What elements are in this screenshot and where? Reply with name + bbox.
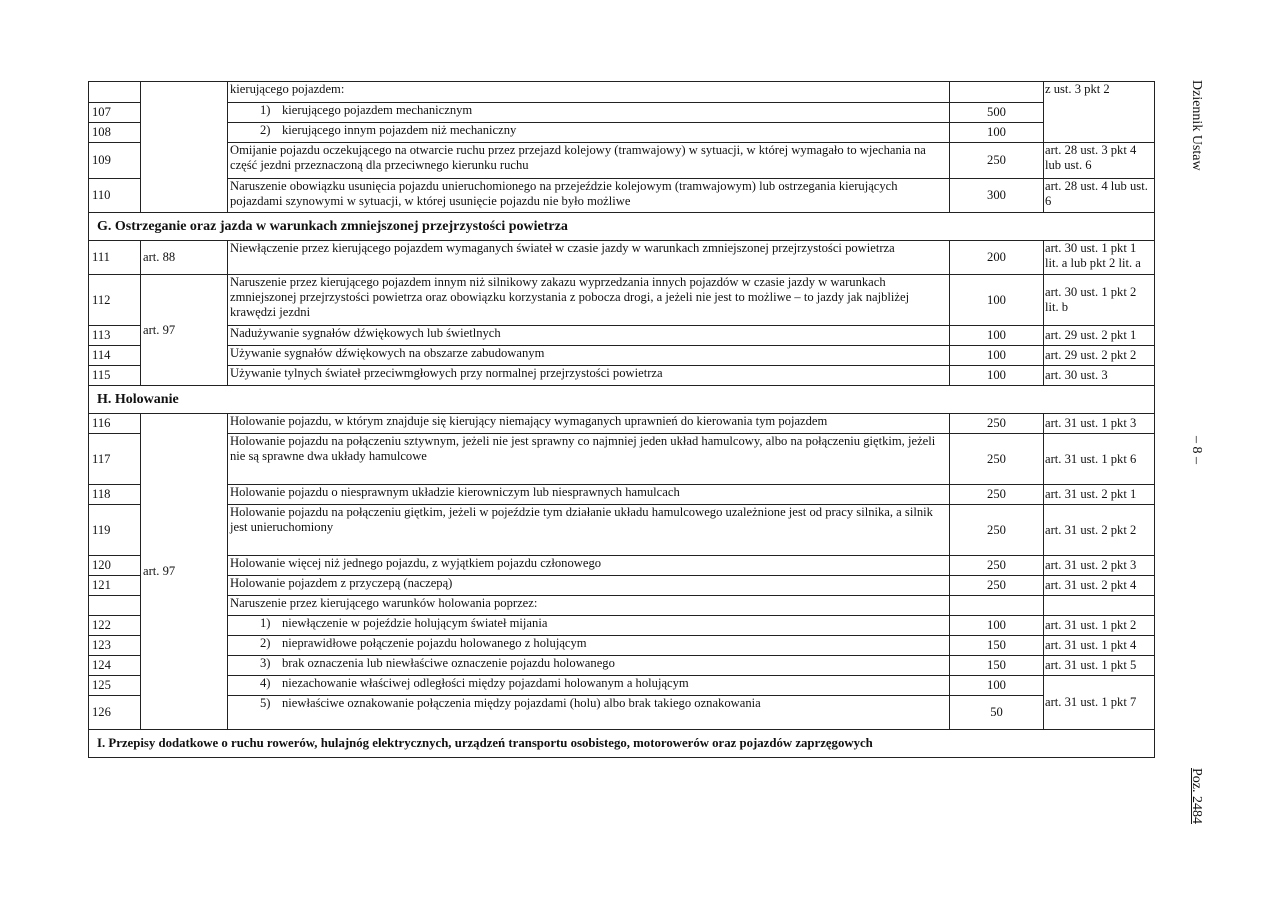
fine-amount: 250 bbox=[950, 434, 1044, 485]
position-number: Poz. 2484 bbox=[1189, 768, 1204, 824]
legal-reference: art. 31 ust. 1 pkt 7 bbox=[1044, 676, 1155, 730]
fine-amount: 150 bbox=[950, 656, 1044, 676]
legal-reference: art. 31 ust. 2 pkt 1 bbox=[1044, 485, 1155, 505]
row-number: 118 bbox=[89, 485, 141, 505]
fine-amount: 250 bbox=[950, 505, 1044, 556]
section-g-heading: G. Ostrzeganie oraz jazda w warunkach zmniejszonej przejrzystości powietrza bbox=[89, 213, 1155, 241]
row-description: Naruszenie przez kierującego warunków holowania poprzez: bbox=[228, 596, 950, 616]
fine-amount: 250 bbox=[950, 143, 1044, 179]
article-cell: art. 97 bbox=[141, 414, 228, 730]
penalty-table bbox=[88, 81, 1155, 758]
item-text: niewłączenie w pojeździe holującym świateł mijania bbox=[282, 616, 548, 630]
item-marker: 1) bbox=[260, 103, 271, 117]
row-number: 114 bbox=[89, 346, 141, 366]
legal-reference: art. 31 ust. 1 pkt 2 bbox=[1044, 616, 1155, 636]
table-row bbox=[89, 82, 1155, 103]
fine-amount: 100 bbox=[950, 346, 1044, 366]
row-description: Holowanie pojazdu, w którym znajduje się kierujący niemający wymaganych uprawnień do kierowania tym pojazdem bbox=[228, 414, 950, 434]
row-number: 109 bbox=[89, 143, 141, 179]
row-description bbox=[228, 696, 950, 730]
section-i-heading: I. Przepisy dodatkowe o ruchu rowerów, hulajnóg elektrycznych, urządzeń transportu osobistego, motorowerów oraz pojazdów zaprzęgowych bbox=[89, 730, 1155, 758]
row-number: 125 bbox=[89, 676, 141, 696]
fine-amount: 250 bbox=[950, 485, 1044, 505]
table-row bbox=[89, 636, 1155, 656]
row-description: Holowanie pojazdu na połączeniu giętkim, jeżeli w pojeździe tym działanie układu hamulcowego uzależnione jest od pracy silnika, a silnik jest unieruchomiony bbox=[228, 505, 950, 556]
table-row bbox=[89, 485, 1155, 505]
legal-reference: z ust. 3 pkt 2 bbox=[1044, 82, 1155, 143]
fine-amount bbox=[950, 596, 1044, 616]
legal-reference: art. 31 ust. 2 pkt 4 bbox=[1044, 576, 1155, 596]
row-number: 107 bbox=[89, 103, 141, 123]
table-row bbox=[89, 366, 1155, 386]
row-number bbox=[89, 82, 141, 103]
table-row bbox=[89, 434, 1155, 485]
row-number: 121 bbox=[89, 576, 141, 596]
table-row bbox=[89, 596, 1155, 616]
item-marker: 2) bbox=[260, 636, 271, 650]
row-description bbox=[228, 656, 950, 676]
row-description: kierującego pojazdem: bbox=[228, 82, 950, 103]
fine-amount: 150 bbox=[950, 636, 1044, 656]
row-description bbox=[228, 103, 950, 123]
table-row bbox=[89, 505, 1155, 556]
fine-amount: 300 bbox=[950, 179, 1044, 213]
item-marker: 2) bbox=[260, 123, 271, 137]
row-number: 124 bbox=[89, 656, 141, 676]
fine-amount: 200 bbox=[950, 241, 1044, 275]
row-description: Holowanie pojazdu o niesprawnym układzie kierowniczym lub niesprawnych hamulcach bbox=[228, 485, 950, 505]
item-marker: 5) bbox=[260, 696, 271, 710]
legal-reference: art. 28 ust. 3 pkt 4 lub ust. 6 bbox=[1044, 143, 1155, 179]
row-number: 108 bbox=[89, 123, 141, 143]
legal-reference: art. 28 ust. 4 lub ust. 6 bbox=[1044, 179, 1155, 213]
table-row bbox=[89, 275, 1155, 326]
row-number bbox=[89, 596, 141, 616]
legal-reference: art. 31 ust. 2 pkt 2 bbox=[1044, 505, 1155, 556]
row-description: Używanie sygnałów dźwiękowych na obszarze zabudowanym bbox=[228, 346, 950, 366]
table-row bbox=[89, 616, 1155, 636]
item-marker: 1) bbox=[260, 616, 271, 630]
row-description: Nadużywanie sygnałów dźwiękowych lub świetlnych bbox=[228, 326, 950, 346]
row-number: 119 bbox=[89, 505, 141, 556]
row-description: Naruszenie przez kierującego pojazdem innym niż silnikowy zakazu wyprzedzania innych pojazdów w czasie jazdy w warunkach zmniejszonej przejrzystości powietrza oraz obowiązku korzystania z pobocza drogi, a jeżeli nie jest to możliwe – to jazdy jak najbliżej krawędzi jezdni bbox=[228, 275, 950, 326]
table-row bbox=[89, 696, 1155, 730]
item-text: brak oznaczenia lub niewłaściwe oznaczenie pojazdu holowanego bbox=[282, 656, 615, 670]
row-description: Naruszenie obowiązku usunięcia pojazdu unieruchomionego na przejeździe kolejowym (tramwajowym) lub ostrzegania kierujących pojazdami szynowymi w sytuacji, w której usunięcie pojazdu nie było możliwe bbox=[228, 179, 950, 213]
fine-amount: 250 bbox=[950, 576, 1044, 596]
section-heading-row bbox=[89, 213, 1155, 241]
fine-amount: 500 bbox=[950, 103, 1044, 123]
article-cell: art. 88 bbox=[141, 241, 228, 275]
row-description bbox=[228, 616, 950, 636]
page-number: – 8 – bbox=[1189, 436, 1204, 464]
table-row bbox=[89, 143, 1155, 179]
row-description: Holowanie pojazdem z przyczepą (naczepą) bbox=[228, 576, 950, 596]
legal-reference: art. 30 ust. 1 pkt 1 lit. a lub pkt 2 lit. a bbox=[1044, 241, 1155, 275]
item-text: niezachowanie właściwej odległości między pojazdami holowanym a holującym bbox=[282, 676, 689, 690]
table-row bbox=[89, 103, 1155, 123]
table-row bbox=[89, 123, 1155, 143]
article-cell bbox=[141, 82, 228, 213]
fine-amount: 100 bbox=[950, 676, 1044, 696]
legal-reference: art. 31 ust. 2 pkt 3 bbox=[1044, 556, 1155, 576]
table-row bbox=[89, 676, 1155, 696]
section-heading-row bbox=[89, 386, 1155, 414]
legal-reference: art. 29 ust. 2 pkt 2 bbox=[1044, 346, 1155, 366]
row-number: 120 bbox=[89, 556, 141, 576]
fine-amount: 250 bbox=[950, 556, 1044, 576]
row-number: 113 bbox=[89, 326, 141, 346]
row-number: 122 bbox=[89, 616, 141, 636]
table-row bbox=[89, 346, 1155, 366]
legal-reference: art. 31 ust. 1 pkt 6 bbox=[1044, 434, 1155, 485]
row-number: 116 bbox=[89, 414, 141, 434]
legal-reference: art. 31 ust. 1 pkt 3 bbox=[1044, 414, 1155, 434]
table-row bbox=[89, 576, 1155, 596]
row-number: 126 bbox=[89, 696, 141, 730]
item-text: niewłaściwe oznakowanie połączenia między pojazdami (holu) albo brak takiego oznakowania bbox=[282, 696, 761, 710]
fine-amount: 100 bbox=[950, 366, 1044, 386]
item-text: nieprawidłowe połączenie pojazdu holowanego z holującym bbox=[282, 636, 587, 650]
item-marker: 3) bbox=[260, 656, 271, 670]
legal-reference: art. 31 ust. 1 pkt 4 bbox=[1044, 636, 1155, 656]
article-cell: art. 97 bbox=[141, 275, 228, 386]
table-row bbox=[89, 414, 1155, 434]
row-description: Holowanie więcej niż jednego pojazdu, z wyjątkiem pojazdu członowego bbox=[228, 556, 950, 576]
section-h-heading: H. Holowanie bbox=[89, 386, 1155, 414]
item-marker: 4) bbox=[260, 676, 271, 690]
table-row bbox=[89, 241, 1155, 275]
table-row bbox=[89, 326, 1155, 346]
fine-amount: 100 bbox=[950, 123, 1044, 143]
row-description bbox=[228, 676, 950, 696]
row-number: 117 bbox=[89, 434, 141, 485]
fine-amount: 100 bbox=[950, 616, 1044, 636]
item-text: kierującego innym pojazdem niż mechaniczny bbox=[282, 123, 517, 137]
row-description: Holowanie pojazdu na połączeniu sztywnym, jeżeli nie jest sprawny co najmniej jeden układ hamulcowy, albo na połączeniu giętkim, jeżeli nie są sprawne dwa układy hamulcowe bbox=[228, 434, 950, 485]
fine-amount bbox=[950, 82, 1044, 103]
row-number: 112 bbox=[89, 275, 141, 326]
row-number: 111 bbox=[89, 241, 141, 275]
table-row bbox=[89, 556, 1155, 576]
section-heading-row bbox=[89, 730, 1155, 758]
item-text: kierującego pojazdem mechanicznym bbox=[282, 103, 473, 117]
row-description bbox=[228, 636, 950, 656]
table-row bbox=[89, 179, 1155, 213]
legal-reference: art. 29 ust. 2 pkt 1 bbox=[1044, 326, 1155, 346]
table-row bbox=[89, 656, 1155, 676]
fine-amount: 100 bbox=[950, 326, 1044, 346]
legal-reference: art. 31 ust. 1 pkt 5 bbox=[1044, 656, 1155, 676]
legal-reference: art. 30 ust. 3 bbox=[1044, 366, 1155, 386]
row-number: 123 bbox=[89, 636, 141, 656]
row-description bbox=[228, 123, 950, 143]
fine-amount: 50 bbox=[950, 696, 1044, 730]
row-description: Niewłączenie przez kierującego pojazdem wymaganych świateł w czasie jazdy w warunkach zmniejszonej przejrzystości powietrza bbox=[228, 241, 950, 275]
legal-reference: art. 30 ust. 1 pkt 2 lit. b bbox=[1044, 275, 1155, 326]
journal-title: Dziennik Ustaw bbox=[1189, 80, 1204, 171]
row-description: Używanie tylnych świateł przeciwmgłowych przy normalnej przejrzystości powietrza bbox=[228, 366, 950, 386]
fine-amount: 250 bbox=[950, 414, 1044, 434]
fine-amount: 100 bbox=[950, 275, 1044, 326]
row-number: 115 bbox=[89, 366, 141, 386]
legal-reference bbox=[1044, 596, 1155, 616]
row-number: 110 bbox=[89, 179, 141, 213]
row-description: Omijanie pojazdu oczekującego na otwarcie ruchu przez przejazd kolejowy (tramwajowy) w sytuacji, w której wymagało to wjechania na część jezdni przeznaczoną dla przeciwnego kierunku ruchu bbox=[228, 143, 950, 179]
